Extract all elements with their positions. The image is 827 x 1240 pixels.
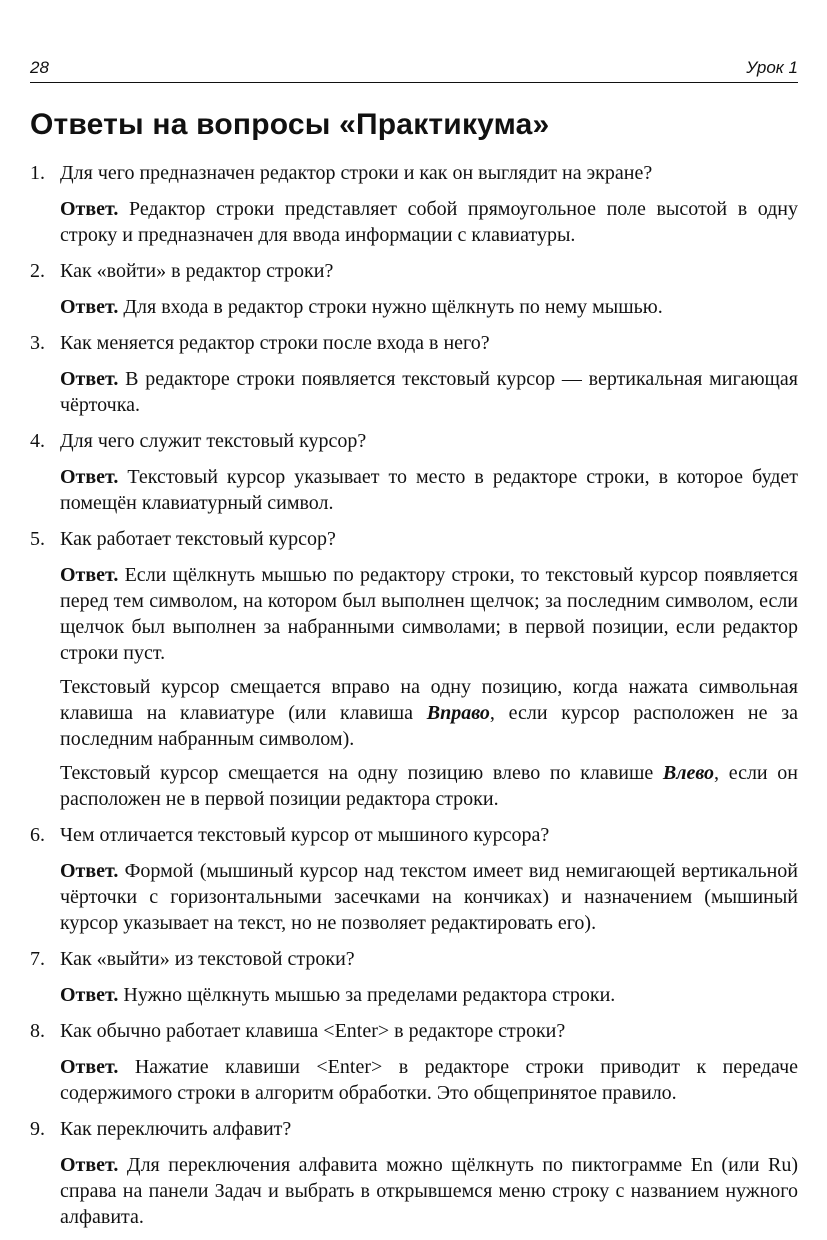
answer-3 — [60, 366, 798, 418]
qa-item-6 — [30, 822, 798, 936]
answer-text: Для входа в редактор строки нужно щёлкнуть по нему мышью. — [123, 296, 663, 318]
question-number: 1. — [30, 162, 45, 184]
question-text: Как «выйти» из текстовой строки? — [60, 948, 355, 970]
question-5 — [30, 526, 798, 552]
qa-item-7 — [30, 946, 798, 1008]
question-text: Как «войти» в редактор строки? — [60, 260, 334, 282]
page-title: Ответы на вопросы «Практикума» — [30, 108, 550, 141]
answer-label: Ответ. — [60, 564, 119, 586]
answer-label: Ответ. — [60, 1056, 119, 1078]
answer-label: Ответ. — [60, 1154, 119, 1176]
answer-4 — [60, 464, 798, 516]
answer-text: В редакторе строки появляется текстовый курсор — вертикальная мигающая чёрточка. — [60, 368, 798, 416]
answer-5-paragraph-2 — [60, 674, 798, 752]
question-number: 2. — [30, 260, 45, 282]
answer-text: Нажатие клавиши <Enter> в редакторе строки приводит к передаче содержимого строки в алгоритм обработки. Это общепринятое правило. — [60, 1056, 799, 1104]
qa-item-5 — [30, 526, 798, 812]
chapter-label: Урок 1 — [746, 58, 798, 77]
question-7 — [30, 946, 798, 972]
qa-item-3 — [30, 330, 798, 418]
qa-item-2 — [30, 258, 798, 320]
question-text: Для чего предназначен редактор строки и как он выглядит на экране? — [60, 162, 653, 184]
question-number: 8. — [30, 1020, 45, 1042]
key-name: Вправо — [426, 702, 490, 724]
question-number: 4. — [30, 430, 45, 452]
answer-text: Для переключения алфавита можно щёлкнуть по пиктограмме En (или Ru) справа на панели Задач и выбрать в открывшемся меню строку с названием нужного алфавита. — [60, 1154, 798, 1228]
answer-1 — [60, 196, 798, 248]
question-number: 6. — [30, 824, 45, 846]
answer-label: Ответ. — [60, 984, 119, 1006]
answer-text: Нужно щёлкнуть мышью за пределами редактора строки. — [123, 984, 616, 1006]
question-3 — [30, 330, 798, 356]
paragraph-text: Текстовый курсор смещается на одну позицию влево по клавише — [60, 762, 663, 784]
answer-9 — [60, 1152, 798, 1230]
qa-list — [30, 160, 798, 1240]
answer-7 — [60, 982, 798, 1008]
question-number: 5. — [30, 528, 45, 550]
answer-text: Формой (мышиный курсор над текстом имеет вид немигающей вертикальной чёрточки с горизонтальными засечками на кончиках) и назначением (мышиный курсор указывает на текст, но не позволяет редактировать его). — [60, 860, 798, 934]
qa-item-4 — [30, 428, 798, 516]
question-1 — [30, 160, 798, 186]
question-text: Для чего служит текстовый курсор? — [60, 430, 367, 452]
question-2 — [30, 258, 798, 284]
paragraph-text: Текстовый курсор смещается вправо на одну позицию, когда нажата символьная клавиша на клавиатуре (или клавиша — [60, 676, 798, 724]
answer-6 — [60, 858, 798, 936]
question-text: Как переключить алфавит? — [60, 1118, 292, 1140]
question-4 — [30, 428, 798, 454]
question-6 — [30, 822, 798, 848]
page-header — [30, 58, 798, 83]
answer-label: Ответ. — [60, 860, 119, 882]
question-number: 9. — [30, 1118, 45, 1140]
question-text: Как обычно работает клавиша <Enter> в редакторе строки? — [60, 1020, 566, 1042]
question-text: Чем отличается текстовый курсор от мышиного курсора? — [60, 824, 550, 846]
qa-item-8 — [30, 1018, 798, 1106]
question-9 — [30, 1116, 798, 1142]
paragraph-text: , если курсор расположен не за последним набранным символом). — [60, 702, 798, 750]
page-number: 28 — [30, 58, 49, 77]
answer-label: Ответ. — [60, 368, 119, 390]
question-text: Как меняется редактор строки после входа в него? — [60, 332, 490, 354]
answer-text: Текстовый курсор указывает то место в редакторе строки, в которое будет помещён клавиатурный символ. — [60, 466, 799, 514]
question-text: Как работает текстовый курсор? — [60, 528, 336, 550]
question-number: 7. — [30, 948, 45, 970]
qa-item-1 — [30, 160, 798, 248]
answer-label: Ответ. — [60, 466, 119, 488]
answer-8 — [60, 1054, 798, 1106]
answer-5-paragraph-3 — [60, 760, 798, 812]
qa-item-9 — [30, 1116, 798, 1230]
answer-label: Ответ. — [60, 198, 119, 220]
question-8 — [30, 1018, 798, 1044]
answer-2 — [60, 294, 798, 320]
question-number: 3. — [30, 332, 45, 354]
paragraph-text: , если он расположен не в первой позиции редактора строки. — [60, 762, 798, 810]
answer-text: Если щёлкнуть мышью по редактору строки, то текстовый курсор появляется перед тем символом, на котором был выполнен щелчок; за последним символом, если щелчок был выполнен за набранными символами; в первой позиции, если редактор строки пуст. — [60, 564, 798, 664]
answer-label: Ответ. — [60, 296, 119, 318]
answer-text: Редактор строки представляет собой прямоугольное поле высотой в одну строку и предназначен для ввода информации с клавиатуры. — [60, 198, 798, 246]
answer-5 — [60, 562, 798, 666]
key-name: Влево — [662, 762, 715, 784]
